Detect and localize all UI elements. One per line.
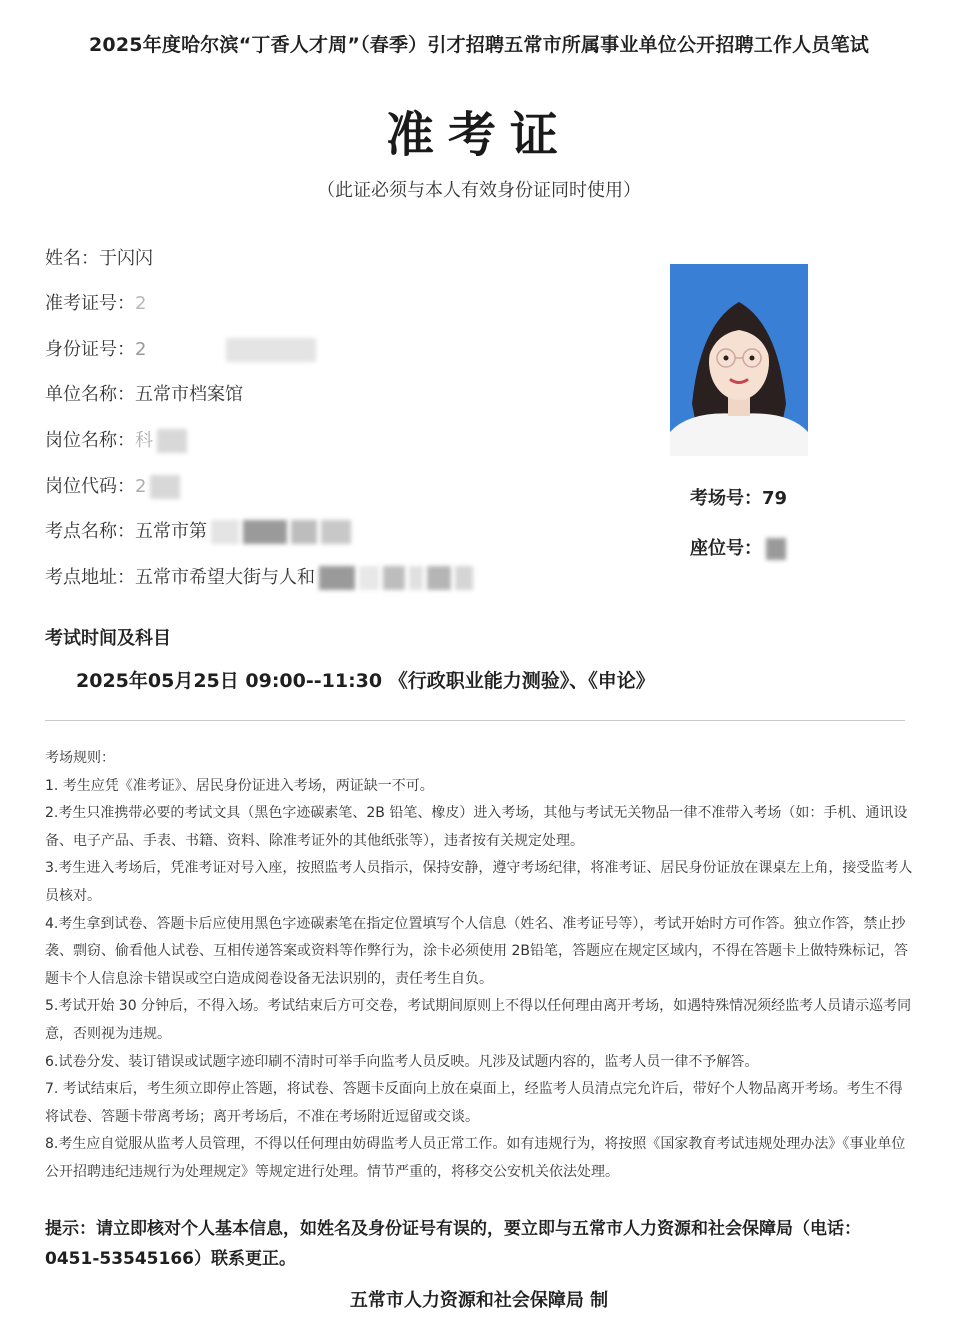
exam-room-row [690, 484, 787, 510]
redaction-mark [243, 520, 287, 544]
rule-item: 8.考生应自觉服从监考人员管理，不得以任何理由妨碍监考人员正常工作。如有违规行为，将按照《国家教育考试违规处理办法》《事业单位公开招聘违纪违规行为处理规定》等规定进行处理。情节严重的，将移交公安机关依法处理。 [45, 1136, 906, 1180]
site-name-label: 考点名称： [45, 521, 135, 542]
redaction-mark [409, 566, 423, 590]
candidate-photo [670, 264, 808, 456]
document-header-title: 2025年度哈尔滨“丁香人才周”（春季）引才招聘五常市所属事业单位公开招聘工作人员笔试 [89, 34, 869, 56]
unit-label: 单位名称： [45, 384, 135, 405]
redaction-mark [319, 566, 355, 590]
redaction-mark [427, 566, 451, 590]
redaction-mark [766, 538, 786, 560]
seat-row [690, 534, 786, 560]
verification-tip: 提示：请立即核对个人基本信息，如姓名及身份证号有误的，要立即与五常市人力资源和社会保障局（电话：0451-53545166）联系更正。 [45, 1219, 861, 1269]
redaction-mark [359, 566, 379, 590]
unit-row [45, 380, 243, 406]
site-address-row [45, 563, 473, 590]
redaction-mark [157, 429, 187, 453]
exam-schedule: 2025年05月25日 09:00--11:30 《行政职业能力测验》、《申论》 [76, 670, 655, 692]
redaction-mark [150, 475, 180, 499]
redaction-mark [455, 566, 473, 590]
unit-value: 五常市档案馆 [135, 384, 243, 405]
divider [45, 720, 905, 721]
id-number-value: 2 [135, 339, 147, 360]
rule-item: 3.考生进入考场后，凭准考证对号入座，按照监考人员指示，保持安静，遵守考场纪律，将准考证、居民身份证放在课桌左上角，接受监考人员核对。 [45, 860, 913, 904]
redaction-mark [211, 520, 239, 544]
rules-title: 考场规则： [45, 750, 115, 766]
rule-item: 4.考生拿到试卷、答题卡后应使用黑色字迹碳素笔在指定位置填写个人信息（姓名、准考证号等），考试开始时方可作答。独立作答，禁止抄袭、剽窃、偷看他人试卷、互相传递答案或资料等作弊行为，涂卡必须使用 2B铅笔，答题应在规定区域内，不得在答题卡上做特殊标记，答题卡个人信息涂卡错误或空白造成阅卷设备无法识别的，责任考生自负。 [45, 915, 908, 987]
exam-room-value: 79 [762, 488, 788, 509]
redaction-mark [383, 566, 405, 590]
id-number-row [45, 335, 316, 362]
id-number-label: 身份证号： [45, 339, 135, 360]
rule-item: 2.考生只准携带必要的考试文具（黑色字迹碳素笔、2B 铅笔、橡皮）进入考场，其他与考试无关物品一律不准带入考场（如：手机、通讯设备、电子产品、手表、书籍、资料、除准考证外的其他纸张等），违者按有关规定处理。 [45, 805, 908, 849]
ticket-number-row [45, 289, 146, 315]
site-address-label: 考点地址： [45, 567, 135, 588]
redaction-mark [291, 520, 317, 544]
name-value: 于闪闪 [99, 248, 153, 269]
exam-rules [45, 745, 915, 1187]
schedule-section-title: 考试时间及科目 [45, 628, 171, 649]
site-name-row [45, 517, 351, 544]
usage-note: （此证必须与本人有效身份证同时使用） [317, 180, 641, 201]
rule-item: 1. 考生应凭《准考证》、居民身份证进入考场，两证缺一不可。 [45, 777, 434, 794]
site-name-value: 五常市第 [135, 521, 207, 542]
post-name-label: 岗位名称： [45, 430, 135, 451]
redaction-mark [226, 338, 316, 362]
name-label: 姓名： [45, 248, 99, 269]
seat-label: 座位号： [690, 538, 762, 559]
ticket-number-label: 准考证号： [45, 293, 135, 314]
rule-item: 5.考试开始 30 分钟后，不得入场。考试结束后方可交卷，考试期间原则上不得以任何理由离开考场，如遇特殊情况须经监考人员请示巡考同意，否则视为违规。 [45, 998, 912, 1042]
ticket-number-value: 2 [135, 293, 147, 314]
redaction-mark [321, 520, 351, 544]
issuing-authority: 五常市人力资源和社会保障局 制 [349, 1290, 609, 1311]
name-row [45, 244, 153, 270]
admission-ticket-title: 准考证 [385, 107, 572, 163]
portrait-image [670, 264, 808, 456]
rule-item: 6.试卷分发、装订错误或试题字迹印刷不清时可举手向监考人员反映。凡涉及试题内容的，监考人员一律不予解答。 [45, 1053, 759, 1070]
post-name-value: 科 [135, 430, 153, 451]
exam-room-label: 考场号： [690, 488, 762, 509]
post-code-label: 岗位代码： [45, 476, 135, 497]
post-code-row [45, 472, 180, 499]
post-name-row [45, 426, 187, 453]
post-code-value: 2 [135, 476, 147, 497]
site-address-value: 五常市希望大街与人和 [135, 567, 315, 588]
rule-item: 7. 考试结束后，考生须立即停止答题，将试卷、答题卡反面向上放在桌面上，经监考人员清点完允许后，带好个人物品离开考场。考生不得将试卷、答题卡带离考场；离开考场后，不准在考场附近逗留或交谈。 [45, 1081, 903, 1125]
